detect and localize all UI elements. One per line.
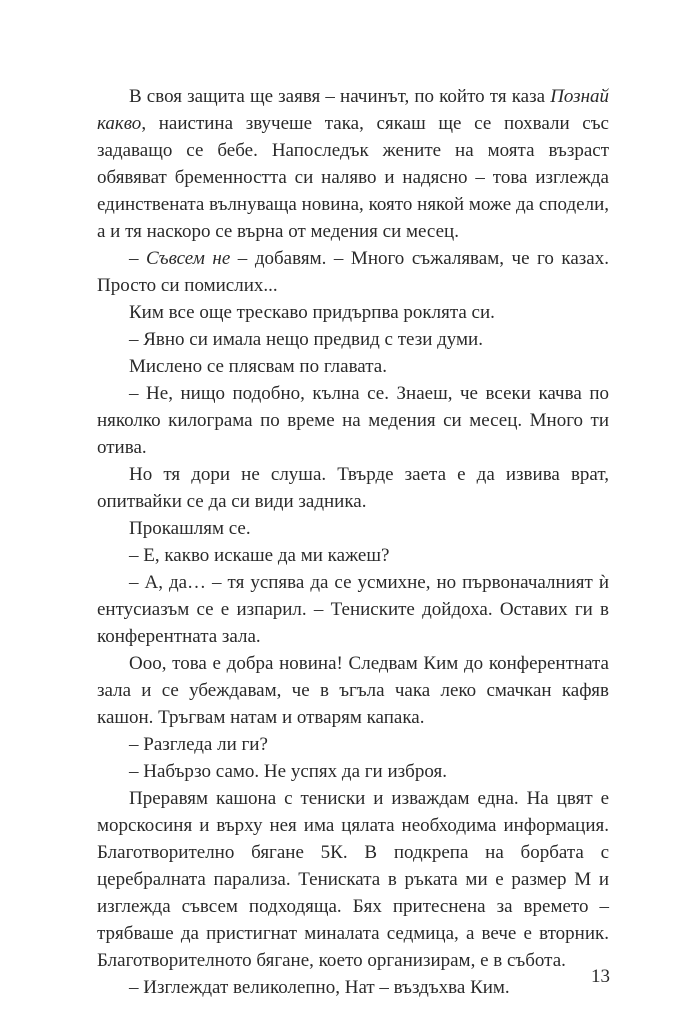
paragraph: [97, 542, 609, 569]
paragraph: [97, 785, 609, 974]
text-run: – Изглеждат великолепно, Нат – въздъхва Ким.: [129, 977, 510, 998]
text-run: –: [129, 248, 147, 269]
paragraph: [97, 650, 609, 731]
text-run: Ооо, това е добра новина! Следвам Ким до конферентната зала и се убеждавам, че в ъгъла чака леко смачкан кафяв кашон. Тръгвам натам и отварям капака.: [97, 653, 609, 728]
text-run: – Не, нищо подобно, кълна се. Знаеш, че всеки качва по няколко килограма по време на медения си месец. Много ти отива.: [97, 383, 609, 458]
text-run: Преравям кашона с тениски и изваждам една. На цвят е морскосиня и върху нея има цялата необходима информация. Благотворително бягане 5К. В подкрепа на борбата с церебралната парализа. Тениската в ръката ми е размер М и изглежда съвсем подходяща. Бях притеснена за времето – трябваше да пристигнат миналата седмица, а вече е вторник. Благотворителното бягане, което организирам, е в събота.: [97, 788, 609, 971]
paragraph: [97, 83, 609, 245]
body-text: [97, 83, 609, 1001]
paragraph: [97, 461, 609, 515]
text-run: Мислено се плясвам по главата.: [129, 356, 387, 377]
text-run: – добавям. – Много съжалявам, че го казах. Просто си помислих...: [97, 248, 609, 296]
text-run: – Набързо само. Не успях да ги изброя.: [129, 761, 447, 782]
paragraph: [97, 758, 609, 785]
paragraph: [97, 380, 609, 461]
paragraph: [97, 974, 609, 1001]
paragraph: [97, 515, 609, 542]
paragraph: [97, 326, 609, 353]
paragraph: [97, 569, 609, 650]
paragraph: [97, 299, 609, 326]
text-run: Ким все още трескаво придърпва роклята си.: [129, 302, 495, 323]
paragraph: [97, 353, 609, 380]
text-run: – Разгледа ли ги?: [129, 734, 268, 755]
text-run: – Явно си имала нещо предвид с тези думи.: [129, 329, 483, 350]
text-run: – Е, какво искаше да ми кажеш?: [129, 545, 390, 566]
text-run: , наистина звучеше така, сякаш ще се похвали със задаващо се бебе. Напоследък жените на моята възраст обявяват бременността си наляво и надясно – това изглежда единствената вълнуваща новина, която някой може да сподели, а и тя наскоро се върна от медения си месец.: [97, 113, 609, 242]
paragraph: [97, 731, 609, 758]
paragraph: [97, 245, 609, 299]
text-run: В своя защита ще заявя – начинът, по който тя каза: [129, 86, 551, 107]
text-run: – А, да… – тя успява да се усмихне, но първоначалният ѝ ентусиазъм се е изпарил. – Тениските дойдоха. Оставих ги в конферентната зала.: [97, 572, 609, 647]
text-run: Но тя дори не слуша. Твърде заета е да извива врат, опитвайки се да си види задника.: [97, 464, 609, 512]
italic-phrase: Познай какво: [97, 86, 609, 134]
italic-phrase: Съвсем не: [146, 248, 231, 269]
page-number: 13: [591, 966, 610, 987]
text-run: Прокашлям се.: [129, 518, 251, 539]
